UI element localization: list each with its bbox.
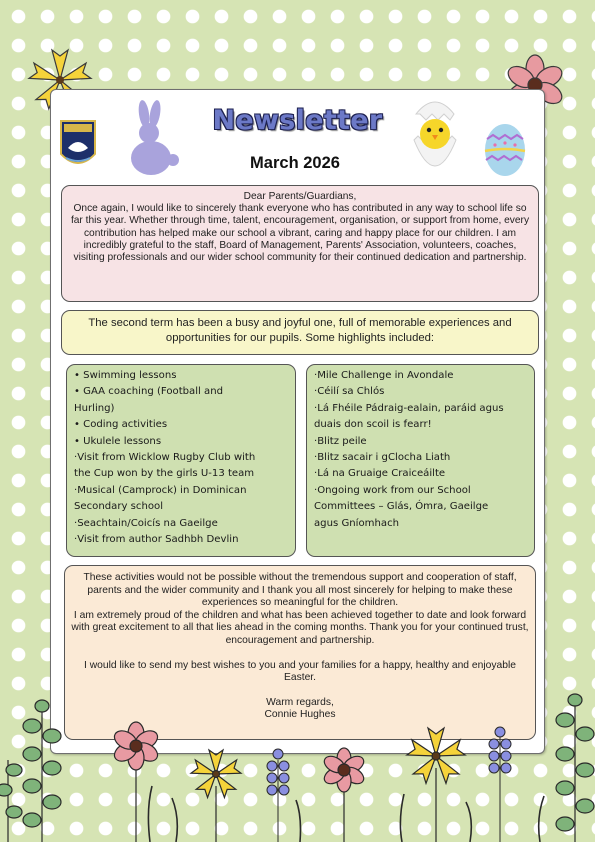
list-item: • Ukulele lessons xyxy=(74,435,162,447)
list-item: ·Blitz peile xyxy=(314,435,367,447)
list-item: ·Visit from Wicklow Rugby Club with xyxy=(74,452,256,464)
newsletter-date: March 2026 xyxy=(250,154,340,172)
list-item: ·Visit from author Sadhbh Devlin xyxy=(74,534,239,546)
closing-paragraph: I am extremely proud of the children and what has been achieved together to date and look forward with great excitement to all that lies ahead in the coming months. Thank you for your continued trust, encouragement and partnership. xyxy=(71,609,529,646)
list-item: • GAA coaching (Football and xyxy=(74,386,224,398)
intro-body: Once again, I would like to sincerely thank everyone who has contributed in any way to school life so far this year. Whether through time, talent, encouragement, organisation, or support from home, every contribution has helped make our school a vibrant, caring and happy place for our children. I am incredibly grateful to the staff, Board of Management, Parents' Association, volunteers, coaches, visiting professionals and our wider school community for their continued dedication and partnership. xyxy=(70,203,530,264)
list-item: • Swimming lessons xyxy=(74,370,177,381)
list-item: ·Ongoing work from our School xyxy=(314,484,471,496)
closing-paragraph: I would like to send my best wishes to you and your families for a happy, healthy and enjoyable Easter. xyxy=(84,659,516,684)
list-item: ·Seachtain/Coicís na Gaeilge xyxy=(74,517,218,529)
list-item: • Coding activities xyxy=(74,419,168,431)
greeting: Dear Parents/Guardians, xyxy=(243,191,357,202)
list-item: duais don scoil is fearr! xyxy=(314,419,432,431)
newsletter-title: Newsletter xyxy=(212,105,383,136)
list-item: Hurling) xyxy=(74,402,115,414)
school-crest-icon xyxy=(60,120,96,172)
chick-in-egg-icon xyxy=(408,96,462,176)
list-item: Secondary school xyxy=(74,501,164,513)
signature: Connie Hughes xyxy=(264,709,336,721)
list-item: ·Lá Fhéile Pádraig-ealain, paráid agus xyxy=(314,402,504,414)
highlights-list-left xyxy=(66,364,296,557)
list-item: ·Lá na Gruaige Craiceáilte xyxy=(314,468,446,480)
list-item: Committees – Glás, Ómra, Gaeilge xyxy=(314,501,489,513)
list-item: ·Blitz sacair i gClocha Liath xyxy=(314,452,451,464)
sign-off: Warm regards, xyxy=(266,696,334,708)
list-item: ·Musical (Camprock) in Dominican xyxy=(74,484,247,496)
highlights-list-right xyxy=(306,364,535,557)
list-item: ·Céilí sa Chlós xyxy=(314,386,385,398)
bunny-icon xyxy=(122,100,180,178)
list-item: agus Gníomhach xyxy=(314,517,400,529)
easter-egg-icon xyxy=(483,119,527,177)
intro-letter xyxy=(61,185,539,302)
flower-border-icon xyxy=(0,690,595,842)
list-item: the Cup won by the girls U-13 team xyxy=(74,468,255,480)
closing-paragraph: These activities would not be possible without the tremendous support and cooperation of staff, parents and the wider community and I thank you all most sincerely for helping to make these experiences so meaningful for the children. xyxy=(83,572,517,609)
term-summary: The second term has been a busy and joyful one, full of memorable experiences and opportunities for our pupils. Some highlights included: xyxy=(61,310,539,355)
list-item: ·Mile Challenge in Avondale xyxy=(314,370,454,381)
